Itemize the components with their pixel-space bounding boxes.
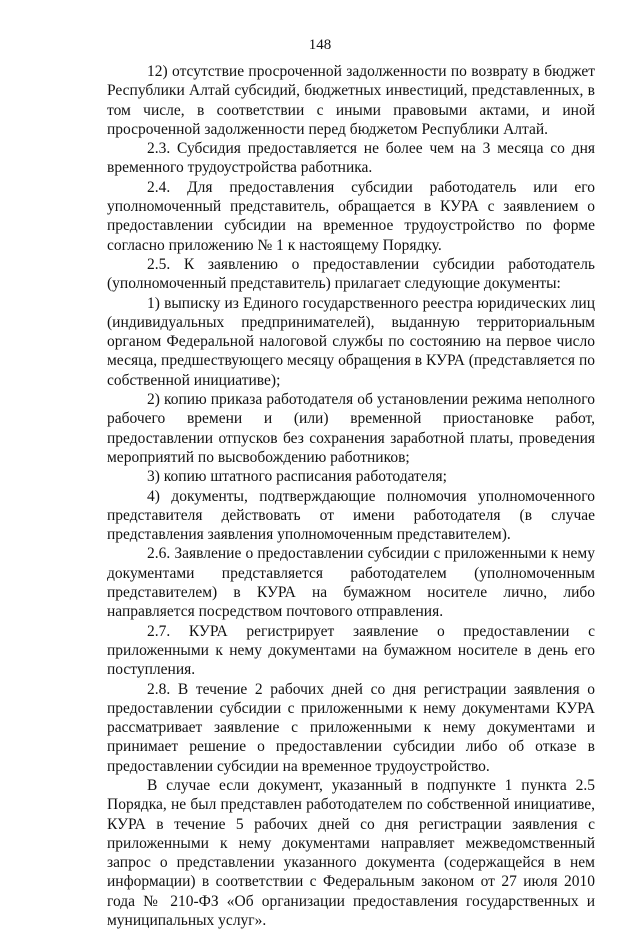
paragraph-2-8: 2.8. В течение 2 рабочих дней со дня регистрации заявления о предоставлении субсидии с приложенными к нему документами КУРА рассматривает заявление с приложенными к нему документами и принимает решение о предоставлении субсидии либо об отказе в предоставлении субсидии на временное трудоустройство.: [107, 680, 595, 775]
paragraph-2-7: 2.7. КУРА регистрирует заявление о предоставлении с приложенными к нему документами на бумажном носителе в день его поступления.: [107, 622, 595, 679]
paragraph-2-4: 2.4. Для предоставления субсидии работодатель или его уполномоченный представитель, обращается в КУРА с заявлением о предоставлении субсидии на временное трудоустройство по форме согласно приложению № 1 к настоящему Порядку.: [107, 178, 595, 254]
paragraph-2-3: 2.3. Субсидия предоставляется не более чем на 3 месяца со дня временного трудоустройства работника.: [107, 140, 595, 177]
list-item-3: 3) копию штатного расписания работодателя;: [147, 468, 447, 486]
list-item-2: 2) копию приказа работодателя об установлении режима неполного рабочего времени и (или) временной приостановке работ, предоставлении отпусков без сохранения заработной платы, проведения мероприятий по высвобождению работников;: [107, 391, 595, 466]
paragraph-12-no-arrears: 12) отсутствие просроченной задолженности по возврату в бюджет Республики Алтай субсидий, бюджетных инвестиций, представленных, в том числе, в соответствии с иными правовыми актами, и иной просроченной задолженности перед бюджетом Республики Алтай.: [107, 63, 595, 138]
paragraph-2-5: 2.5. К заявлению о предоставлении субсидии работодатель (уполномоченный представитель) прилагает следующие документы:: [107, 255, 595, 293]
list-item-1: 1) выписку из Единого государственного реестра юридических лиц (индивидуальных предпринимателей), выданную территориальным органом Федеральной налоговой службы по состоянию на первое число месяца, предшествующего месяцу обращения в КУРА (представляется по собственной инициативе);: [107, 294, 595, 389]
document-body: [107, 62, 595, 930]
list-item-4: 4) документы, подтверждающие полномочия уполномоченного представителя действовать от имени работодателя (в случае представления заявления уполномоченным представителем).: [107, 487, 595, 544]
page-number: 148: [308, 37, 332, 53]
paragraph-2-6: 2.6. Заявление о предоставлении субсидии с приложенными к нему документами представляется работодателем (уполномоченным представителем) в КУРА на бумажном носителе лично, либо направляется посредством почтового отправления.: [107, 545, 595, 621]
paragraph-interagency-request: В случае если документ, указанный в подпункте 1 пункта 2.5 Порядка, не был представлен работодателем по собственной инициативе, КУРА в течение 5 рабочих дней со дня регистрации заявления с приложенными к нему документами направляет межведомственный запрос о представлении указанного документа (содержащейся в нем информации) в соответствии с Федеральным законом от 27 июля 2010 года № 210-ФЗ «Об организации предоставления государственных и муниципальных услуг».: [107, 776, 595, 930]
